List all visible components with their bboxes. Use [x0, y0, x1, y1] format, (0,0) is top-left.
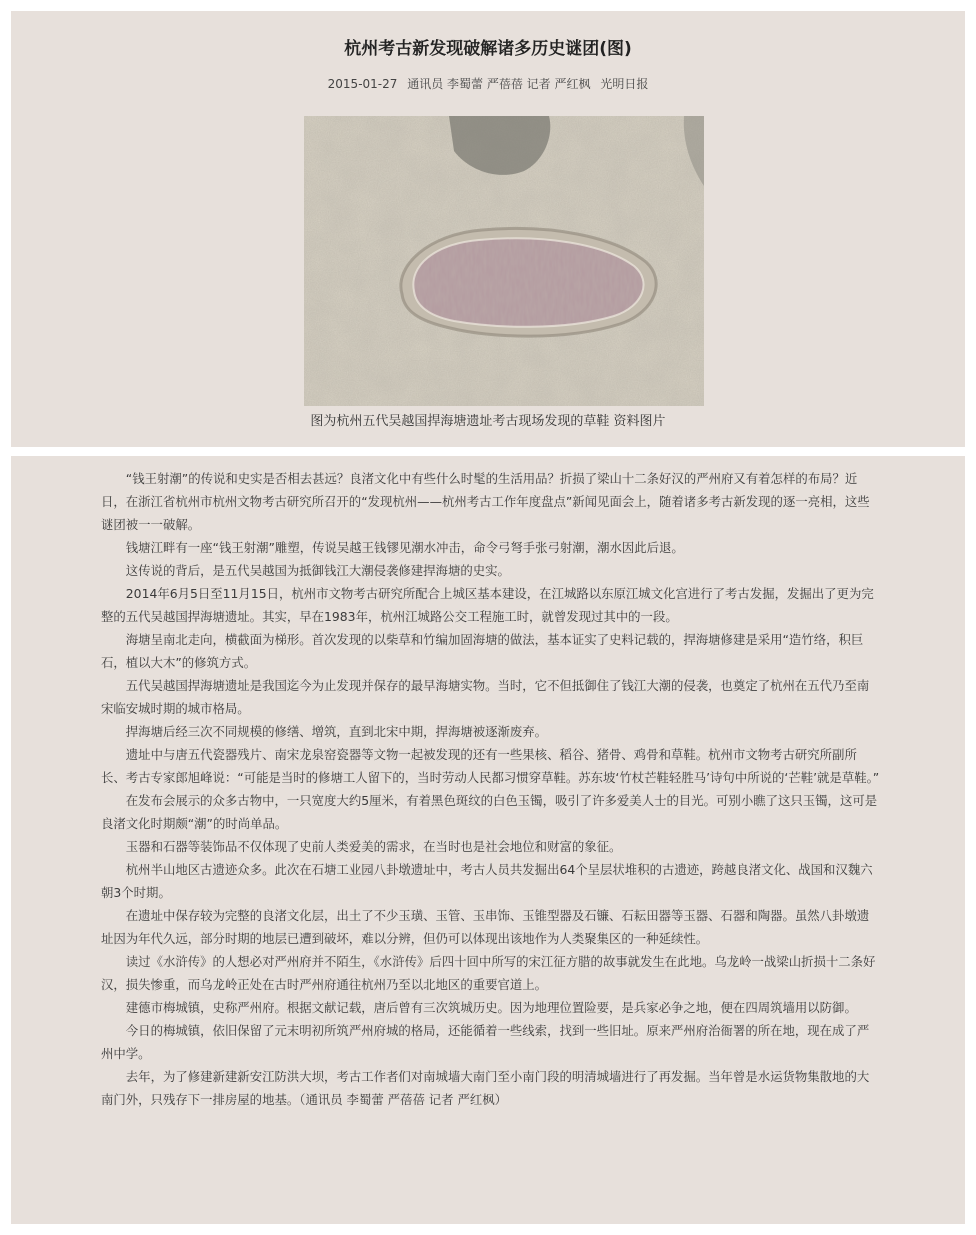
- paragraph: 在发布会展示的众多古物中，一只宽度大约5厘米，有着黑色斑纹的白色玉镯，吸引了许多爱美人士的目光。可别小瞧了这只玉镯，这可是良渚文化时期颇“潮”的时尚单品。: [101, 793, 878, 831]
- article-meta: [11, 75, 965, 92]
- paragraph: 今日的梅城镇，依旧保留了元末明初所筑严州府城的格局，还能循着一些线索，找到一些旧址。原来严州府治衙署的所在地，现在成了严州中学。: [101, 1023, 870, 1061]
- paragraph: 捍海塘后经三次不同规模的修缮、增筑，直到北宋中期，捍海塘被逐渐废弃。: [125, 724, 548, 739]
- paragraph: 2014年6月5日至11月15日，杭州市文物考古研究所配合上城区基本建设，在江城路以东原江城文化宫进行了考古发掘，发掘出了更为完整的五代吴越国捍海塘遗址。其实，早在1983年，杭州江城路公交工程施工时，就曾发现过其中的一段。: [101, 586, 874, 624]
- paragraph: 读过《水浒传》的人想必对严州府并不陌生，《水浒传》后四十回中所写的宋江征方腊的故事就发生在此地。乌龙岭一战梁山折损十二条好汉，损失惨重，而乌龙岭正处在古时严州府通往杭州乃至以北地区的重要官道上。: [101, 954, 876, 992]
- paragraph: 去年，为了修建新建新安江防洪大坝，考古工作者们对南城墙大南门至小南门段的明清城墙进行了再发掘。当年曾是水运货物集散地的大南门外，只残存下一排房屋的地基。（通讯员 李蜀蕾 严蓓蓓 记者 严红枫）: [101, 1069, 870, 1107]
- paragraph: 建德市梅城镇，史称严州府。根据文献记载，唐后曾有三次筑城历史。因为地理位置险要，是兵家必争之地，便在四周筑墙用以防御。: [125, 1000, 857, 1015]
- photo-caption: 图为杭州五代吴越国捍海塘遗址考古现场发现的草鞋 资料图片: [310, 414, 666, 429]
- paragraph: 杭州半山地区古遗迹众多。此次在石塘工业园八卦墩遗址中，考古人员共发掘出64个呈层状堆积的古遗迹，跨越良渚文化、战国和汉魏六朝3个时期。: [101, 862, 873, 900]
- article-body-panel: [11, 456, 965, 1224]
- article-byline: 通讯员 李蜀蕾 严蓓蓓 记者 严红枫: [407, 77, 591, 91]
- paragraph: “钱王射潮”的传说和史实是否相去甚远？良渚文化中有些什么时髦的生活用品？折损了梁山十二条好汉的严州府又有着怎样的布局？近日，在浙江省杭州市杭州文物考古研究所召开的“发现杭州——杭州考古工作年度盘点”新闻见面会上，随着诸多考古新发现的逐一亮相，这些谜团被一一破解。: [101, 471, 870, 532]
- article-title: 杭州考古新发现破解诸多历史谜团(图): [344, 39, 632, 59]
- paragraph: 五代吴越国捍海塘遗址是我国迄今为止发现并保存的最早海塘实物。当时，它不但抵御住了钱江大潮的侵袭，也奠定了杭州在五代乃至南宋临安城时期的城市格局。: [101, 678, 870, 716]
- paragraph: 钱塘江畔有一座“钱王射潮”雕塑，传说吴越王钱镠见潮水冲击，命令弓弩手张弓射潮，潮水因此后退。: [125, 540, 684, 555]
- straw-sandal-photo: [304, 116, 704, 406]
- paragraph: 这传说的背后，是五代吴越国为抵御钱江大潮侵袭修建捍海塘的史实。: [125, 563, 510, 578]
- article-body: [101, 467, 881, 1111]
- article-source: 光明日报: [600, 77, 649, 91]
- paragraph: 在遗址中保存较为完整的良渚文化层，出土了不少玉璜、玉管、玉串饰、玉锥型器及石镰、石耘田器等玉器、石器和陶器。虽然八卦墩遗址因为年代久远，部分时期的地层已遭到破坏，难以分辨，但仍可以体现出该地作为人类聚集区的一种延续性。: [101, 908, 870, 946]
- article-header-panel: [11, 11, 965, 447]
- paragraph: 遗址中与唐五代瓷器残片、南宋龙泉窑瓷器等文物一起被发现的还有一些果核、稻谷、猪骨、鸡骨和草鞋。杭州市文物考古研究所副所长、考古专家郎旭峰说：“可能是当时的修塘工人留下的，当时劳动人民都习惯穿草鞋。苏东坡‘竹杖芒鞋轻胜马’诗句中所说的‘芒鞋’就是草鞋。”: [101, 747, 880, 785]
- article-date: 2015-01-27: [327, 77, 398, 91]
- paragraph: 玉器和石器等装饰品不仅体现了史前人类爱美的需求，在当时也是社会地位和财富的象征。: [125, 839, 622, 854]
- paragraph: 海塘呈南北走向，横截面为梯形。首次发现的以柴草和竹编加固海塘的做法，基本证实了史料记载的，捍海塘修建是采用“造竹络，积巨石，植以大木”的修筑方式。: [101, 632, 864, 670]
